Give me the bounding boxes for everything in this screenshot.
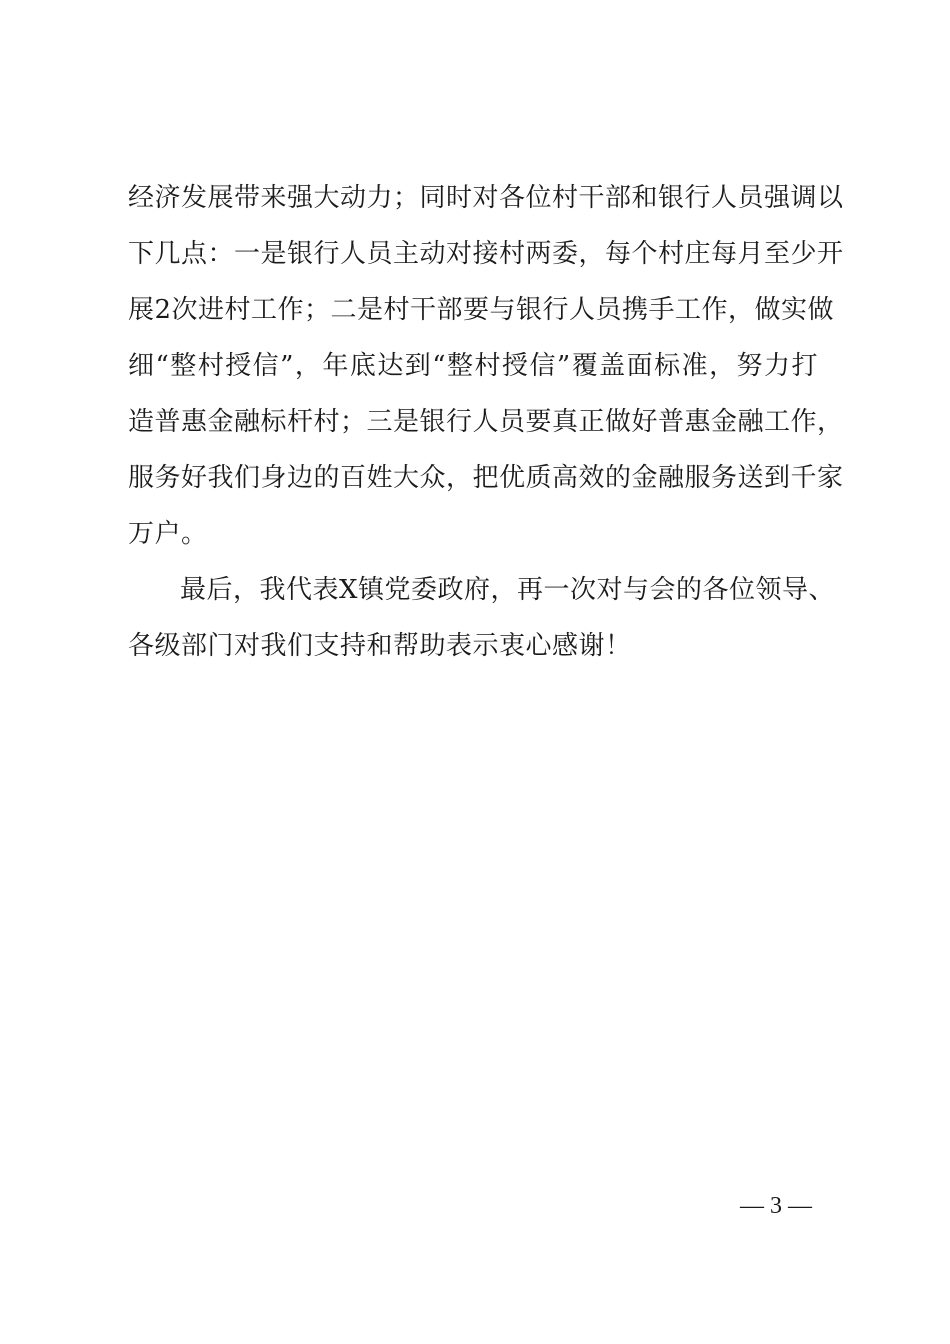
paragraph-1-line-6: 服务好我们身边的百姓大众，把优质高效的金融服务送到千家 <box>128 463 844 493</box>
paragraph-1-line-4: 细“整村授信”，年底达到“整村授信”覆盖面标准，努力打 <box>128 351 818 381</box>
body-text <box>128 170 844 674</box>
paragraph-2-line-1: 最后，我代表X镇党委政府，再一次对与会的各位领导、 <box>180 575 836 605</box>
paragraph-1-line-1: 经济发展带来强大动力；同时对各位村干部和银行人员强调以 <box>128 183 844 213</box>
paragraph-1-line-7: 万户。 <box>128 519 208 549</box>
paragraph-2-line-2: 各级部门对我们支持和帮助表示衷心感谢！ <box>128 631 632 661</box>
paragraph-1-line-5: 造普惠金融标杆村；三是银行人员要真正做好普惠金融工作， <box>128 407 844 437</box>
page-number: — 3 — <box>740 1193 812 1219</box>
paragraph-1-line-3: 展2次进村工作；二是村干部要与银行人员携手工作，做实做 <box>128 295 835 325</box>
paragraph-1-line-2: 下几点：一是银行人员主动对接村两委，每个村庄每月至少开 <box>128 239 844 269</box>
